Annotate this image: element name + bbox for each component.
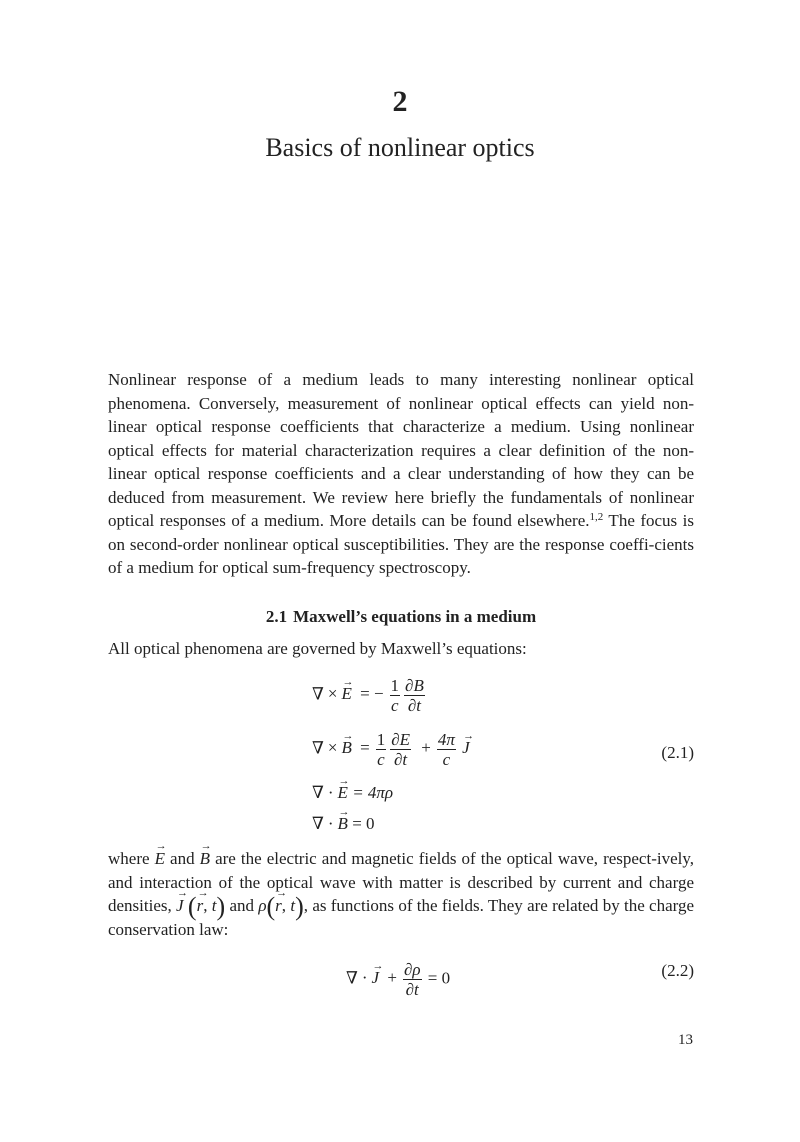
text: , as functions of the fields. They are related by the charge conservation law: <box>108 896 695 939</box>
nabla-symbol: ∇ <box>312 783 324 802</box>
section-title: Maxwell’s equations in a medium <box>293 607 537 626</box>
denominator: c <box>391 696 399 715</box>
numerator: ∂ρ <box>403 960 421 979</box>
vector-j: → J <box>462 737 470 759</box>
nabla-symbol: ∇ <box>312 814 324 833</box>
denominator: ∂t <box>394 750 408 769</box>
vector-b: → B <box>338 813 348 835</box>
nabla-symbol: ∇ <box>346 968 358 988</box>
right-paren: ) <box>295 892 304 921</box>
equation-faraday <box>312 676 427 715</box>
equals-symbol: = <box>360 738 370 758</box>
chapter-number: 2 <box>392 85 408 118</box>
time-t: t <box>290 896 296 915</box>
section-number: 2.1 <box>265 607 288 626</box>
intro-text-continued: The focus is on second-order nonlinear optical susceptibilities. They are the response coeffi-cients of a medium for optical sum-frequency spectroscopy. <box>108 511 694 577</box>
numerator: ∂B <box>405 676 424 695</box>
denominator: ∂t <box>405 980 419 999</box>
cross-symbol: × <box>327 738 338 758</box>
denominator: c <box>442 750 451 769</box>
rho-symbol: ρ <box>258 896 267 915</box>
equation-number-2-1: (2.1) <box>661 743 694 762</box>
time-t: t <box>211 896 217 915</box>
intro-text: Nonlinear response of a medium leads to many interesting nonlinear optical phenomena. Conversely, measurement of nonlinear optical effects can yield non-linear optical response coefficients that characterize a medium. Using nonlinear optical effects for material characterization requires a clear definition of the non-linear optical response coefficients and a clear understanding of how they can be deduced from measurement. We review here briefly the fundamentals of nonlinear optical responses of a medium. More details can be found elsewhere. <box>108 370 694 530</box>
numerator: 1 <box>390 676 400 695</box>
text: and <box>164 849 200 868</box>
equals-minus: = − <box>360 684 384 704</box>
fraction-4pi-over-c <box>437 730 456 769</box>
vector-r: → r <box>197 894 204 918</box>
nabla-symbol: ∇ <box>312 738 324 758</box>
equation-ampere <box>312 730 470 769</box>
four-pi-rho: = 4πρ <box>352 783 394 802</box>
vector-j: → J <box>372 967 380 989</box>
vector-e: → E <box>338 782 348 804</box>
section-lead: All optical phenomena are governed by Maxwell’s equations: <box>108 639 527 658</box>
fraction-dE-dt <box>390 730 411 769</box>
vector-b: → B <box>341 737 351 759</box>
page-number: 13 <box>678 1032 693 1048</box>
intro-paragraph <box>108 368 694 580</box>
vector-j: → J <box>176 894 184 918</box>
dot-symbol: · <box>361 968 368 988</box>
right-paren: ) <box>216 892 226 921</box>
fraction-one-over-c <box>390 676 401 715</box>
numerator: ∂E <box>391 730 410 749</box>
denominator: c <box>377 750 385 769</box>
dot-symbol: · <box>327 783 334 802</box>
equation-gauss-e <box>312 782 393 804</box>
equals-zero: = 0 <box>427 968 451 988</box>
numerator: 4π <box>437 730 455 749</box>
denominator: ∂t <box>407 696 421 715</box>
section-heading <box>108 606 694 628</box>
plus-symbol: + <box>387 968 397 988</box>
vector-r: → r <box>275 894 282 918</box>
numerator: 1 <box>376 730 386 749</box>
equals-zero: = 0 <box>352 814 375 833</box>
vector-b: → B <box>200 847 210 871</box>
left-paren: ( <box>187 892 197 921</box>
equation-continuity <box>346 960 450 999</box>
fraction-one-over-c <box>376 730 387 769</box>
text: where <box>108 849 155 868</box>
equation-gauss-b <box>312 813 375 835</box>
vector-e: → E <box>155 847 165 871</box>
fraction-drho-dt <box>403 960 422 999</box>
vector-e: → E <box>341 683 351 705</box>
dot-symbol: · <box>327 814 334 833</box>
left-paren: ( <box>266 892 276 921</box>
fraction-dB-dt <box>404 676 425 715</box>
text: are the electric and magnetic fields of the optical wave, respect-ively, and interaction of the optical wave with matter is described by current and charge densities, <box>108 849 695 915</box>
equation-number-2-2: (2.2) <box>661 961 694 980</box>
text: and <box>225 896 259 915</box>
plus-symbol: + <box>421 738 431 758</box>
cross-symbol: × <box>327 684 338 704</box>
nabla-symbol: ∇ <box>312 684 324 704</box>
chapter-title: Basics of nonlinear optics <box>265 133 535 162</box>
fields-paragraph: where → E and → B are the electric and magnetic fields of the optical wave, respect-ively, and interaction of the optical wave with matter is described by current and charge densities, → J (→ r, t) and ρ(→ r, t), as functions of the fields. They are related by the charge conservation law: <box>108 847 694 941</box>
reference-superscript: 1,2 <box>589 511 604 523</box>
